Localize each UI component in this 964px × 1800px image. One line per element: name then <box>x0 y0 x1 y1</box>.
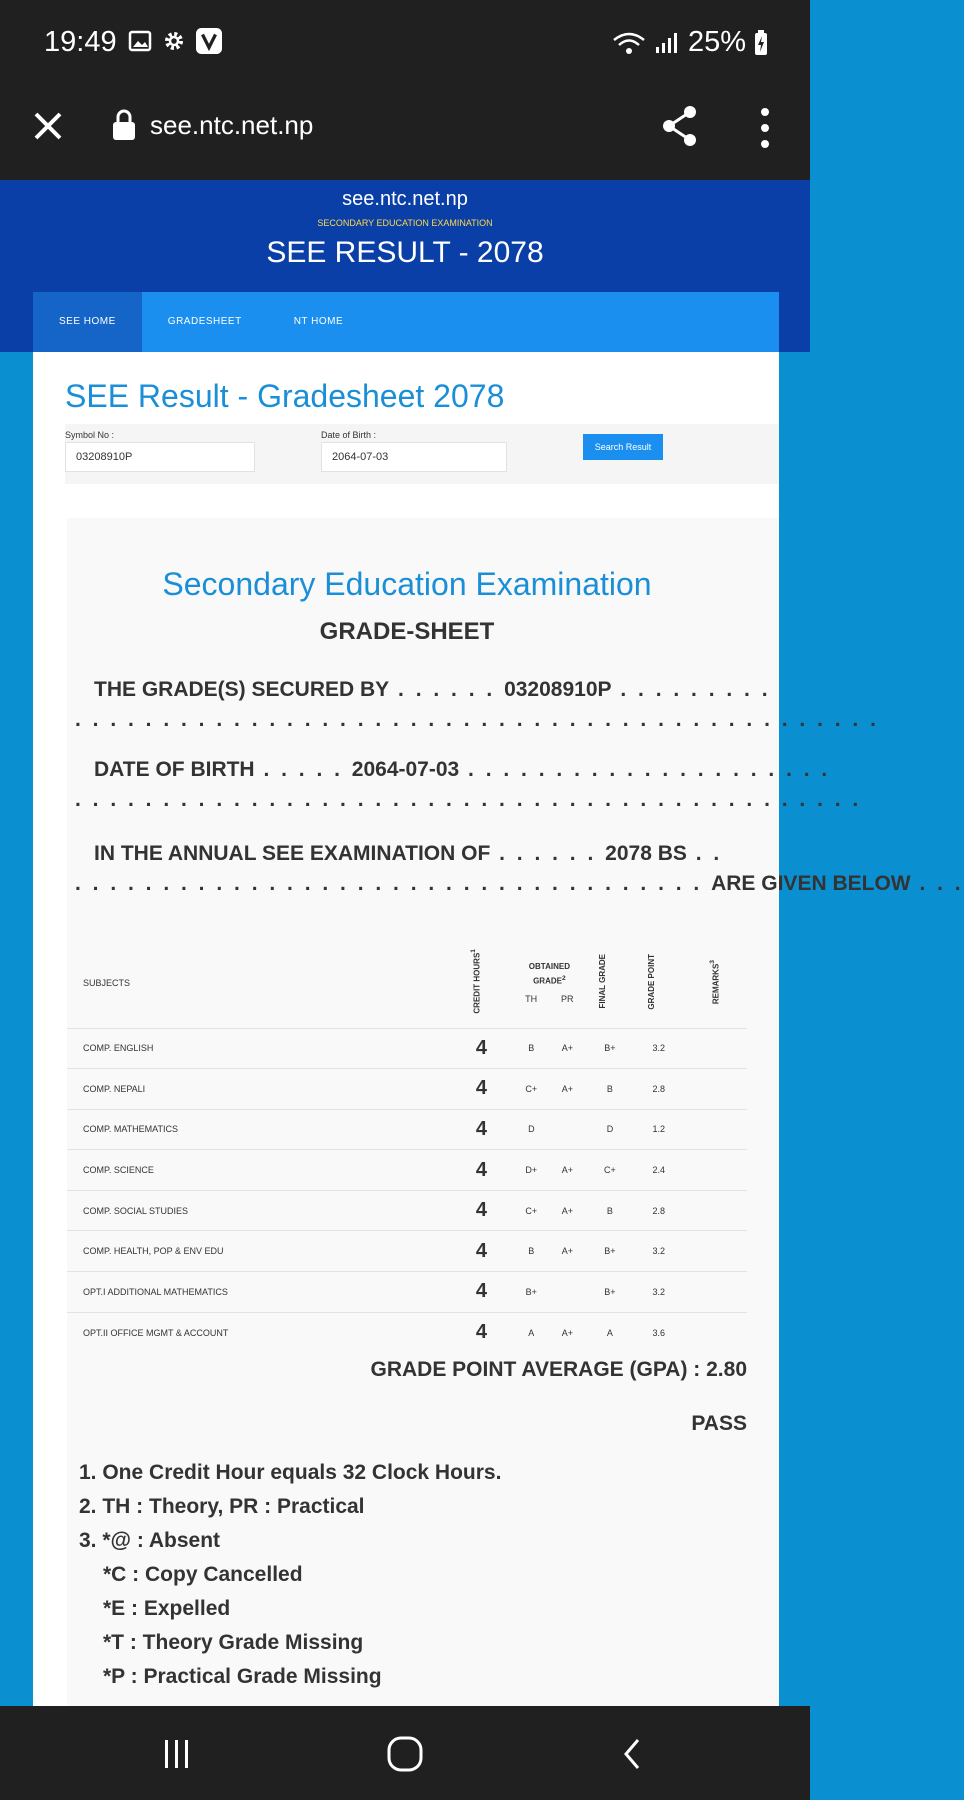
lock-icon <box>112 108 136 144</box>
symbol-input[interactable]: 03208910P <box>65 442 255 472</box>
app-v-icon <box>196 28 222 54</box>
status-bar <box>0 0 810 84</box>
col-grade-point: GRADE POINT <box>646 953 656 1010</box>
more-options-icon[interactable] <box>754 106 776 150</box>
col-subjects: SUBJECTS <box>83 977 131 988</box>
table-row: OPT.II OFFICE MGMT & ACCOUNT 4 A A+ A 3.6 <box>67 1312 747 1353</box>
table-row: OPT.I ADDITIONAL MATHEMATICS 4 B+ B+ 3.2 <box>67 1272 747 1313</box>
col-remarks: REMARKS$^3$ <box>709 959 721 1004</box>
site-subtitle: SECONDARY EDUCATION EXAMINATION <box>317 218 493 228</box>
home-icon[interactable] <box>386 1736 424 1772</box>
student-dob: 2064-07-03 <box>351 758 460 781</box>
gallery-icon <box>128 29 152 53</box>
col-credit-hours: CREDIT HOURS$^1$ <box>470 949 483 1015</box>
dob-label: Date of Birth : <box>321 430 377 440</box>
gear-icon <box>162 29 186 53</box>
dots-line: . . . . . . . . . . . . . . . . . . . . . . . . . . . . . . . . . . . . . . . . . . . . . . <box>75 708 879 731</box>
grades-table <box>67 938 747 1353</box>
secured-by-line: THE GRADE(S) SECURED BY . . . . . . 03208910P . . . . . . . . . <box>94 678 771 701</box>
table-row: COMP. NEPALI 4 C+ A+ B 2.8 <box>67 1069 747 1110</box>
wifi-icon <box>612 31 646 55</box>
status-indicators <box>612 26 768 59</box>
gradesheet <box>67 518 964 1706</box>
system-nav-bar <box>0 1706 810 1800</box>
site-nav <box>33 292 779 352</box>
gradesheet-title: GRADE-SHEET <box>319 618 495 645</box>
note-item: 2. TH : Theory, PR : Practical <box>79 1495 365 1518</box>
nav-nt-home[interactable]: NT HOME <box>293 316 344 327</box>
browser-toolbar <box>0 84 810 180</box>
site-title: SEE RESULT - 2078 <box>266 236 544 269</box>
page-title: SEE Result - Gradesheet 2078 <box>65 378 505 414</box>
gpa-summary: GRADE POINT AVERAGE (GPA) : 2.80 <box>370 1358 747 1381</box>
site-domain: see.ntc.net.np <box>342 188 468 210</box>
search-form <box>65 424 779 484</box>
nav-see-home[interactable]: SEE HOME <box>33 292 142 352</box>
col-obtained-grade: OBTAINED GRADE$^2$ TH PR <box>525 962 574 1005</box>
signal-icon <box>654 31 680 55</box>
note-item: 3. *@ : Absent <box>79 1529 221 1552</box>
note-item: *T : Theory Grade Missing <box>103 1631 364 1654</box>
symbol-label: Symbol No : <box>65 430 115 440</box>
student-symbol: 03208910P <box>504 678 612 701</box>
search-result-button[interactable]: Search Result <box>583 434 663 460</box>
site-header <box>0 180 810 352</box>
note-item: 1. One Credit Hour equals 32 Clock Hours. <box>79 1461 502 1484</box>
status-time: 19:49 <box>44 26 117 58</box>
nav-gradesheet[interactable]: GRADESHEET <box>167 316 242 327</box>
table-row: COMP. HEALTH, POP & ENV EDU 4 B A+ B+ 3.2 <box>67 1231 747 1272</box>
recent-apps-icon[interactable] <box>162 1736 192 1772</box>
dob-line: DATE OF BIRTH . . . . . 2064-07-03 . . . . . . . . . . . . . . . . . . . . . <box>94 758 831 781</box>
col-pr: PR <box>561 994 574 1005</box>
exam-title: Secondary Education Examination <box>162 566 652 602</box>
battery-percent: 25% <box>687 26 746 58</box>
url-bar[interactable]: see.ntc.net.np <box>150 110 314 140</box>
col-th: TH <box>525 994 538 1005</box>
notification-icons <box>128 28 222 54</box>
note-item: *E : Expelled <box>103 1597 231 1620</box>
result-status: PASS <box>691 1412 747 1435</box>
exam-year: 2078 BS <box>605 842 687 865</box>
table-row: COMP. SOCIAL STUDIES 4 C+ A+ B 2.8 <box>67 1190 747 1231</box>
table-row: COMP. ENGLISH 4 B A+ B+ 3.2 <box>67 1028 747 1069</box>
dob-input[interactable]: 2064-07-03 <box>321 442 507 472</box>
back-icon[interactable] <box>620 1736 644 1772</box>
dots-line: . . . . . . . . . . . . . . . . . . . . . . . . . . . . . . . . . . . . . . . . . . . . . <box>75 788 862 811</box>
table-header <box>67 938 747 1028</box>
col-final-grade: FINAL GRADE <box>597 954 607 1010</box>
note-item: *C : Copy Cancelled <box>103 1563 303 1586</box>
note-item: *P : Practical Grade Missing <box>103 1665 382 1688</box>
main-panel <box>33 352 964 1706</box>
table-row: COMP. SCIENCE 4 D+ A+ C+ 2.4 <box>67 1150 747 1191</box>
given-below-line: . . . . . . . . . . . . . . . . . . . . . . . . . . . . . . . . . . . . ARE GIVEN BELOW . . . <box>75 872 964 895</box>
exam-of-line: IN THE ANNUAL SEE EXAMINATION OF . . . . . . 2078 BS . . <box>94 842 723 865</box>
battery-charging-icon <box>754 30 768 56</box>
share-icon[interactable] <box>660 104 700 148</box>
close-icon[interactable] <box>30 108 66 144</box>
footnotes <box>79 1456 501 1694</box>
table-row: COMP. MATHEMATICS 4 D D 1.2 <box>67 1109 747 1150</box>
